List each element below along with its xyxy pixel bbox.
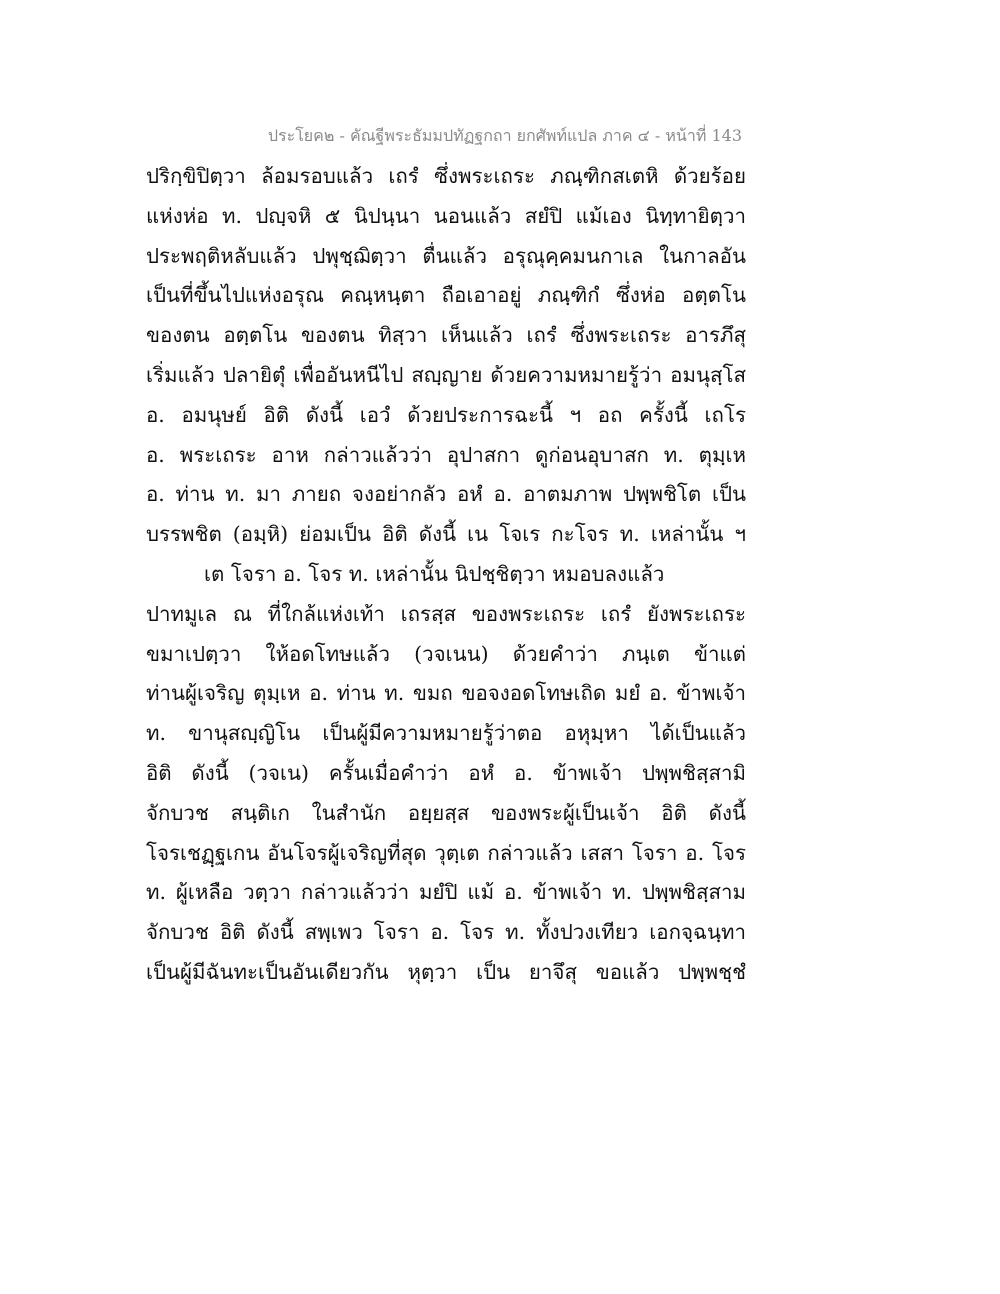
text-line: เป็นผู้มีฉันทะเป็นอันเดียวกัน หุตฺวา เป็น ยาจึสุ ขอแล้ว ปพฺพชฺชํ — [146, 959, 746, 984]
text-line: เป็นที่ขึ้นไปแห่งอรุณ คณฺหนฺตา ถือเอาอยู่ ภณฺฑิกํ ซึ่งห่อ อตฺตโน — [146, 283, 746, 308]
text-line: อิติ ดังนี้ (วจเน) ครั้นเมื่อคำว่า อหํ อ. ข้าพเจ้า ปพฺพชิสฺสามิ — [146, 760, 746, 785]
text-line: แห่งห่อ ท. ปญฺจหิ ๕ นิปนฺนา นอนแล้ว สยํปิ แม้เอง นิทฺทายิตฺวา — [146, 203, 746, 228]
text-line: อ. อมนุษย์ อิติ ดังนี้ เอวํ ด้วยประการฉะนี้ ฯ อถ ครั้งนี้ เถโร — [146, 402, 746, 427]
text-line: บรรพชิต (อมฺหิ) ย่อมเป็น อิติ ดังนี้ เน โจเร กะโจร ท. เหล่านั้น ฯ — [146, 522, 746, 547]
text-line: ท. ขานุสญฺญิโน เป็นผู้มีความหมายรู้ว่าตอ อหุมฺหา ได้เป็นแล้ว — [146, 721, 746, 746]
text-line: จักบวช สนฺติเก ในสำนัก อยฺยสฺส ของพระผู้เป็นเจ้า อิติ ดังนี้ — [146, 800, 746, 825]
text-line: ปาทมูเล ณ ที่ใกล้แห่งเท้า เถรสฺส ของพระเถระ เถรํ ยังพระเถระ — [146, 601, 746, 626]
text-line: ปริกฺขิปิตฺวา ล้อมรอบแล้ว เถรํ ซึ่งพระเถระ ภณฺฑิกสเตหิ ด้วยร้อย — [146, 164, 746, 188]
text-line: ขมาเปตฺวา ให้อดโทษแล้ว (วจเนน) ด้วยคำว่า ภนฺเต ข้าแต่ — [146, 641, 746, 666]
text-line: อ. ท่าน ท. มา ภายถ จงอย่ากลัว อหํ อ. อาตมภาพ ปพฺพชิโต เป็น — [146, 482, 746, 507]
text-line: ท่านผู้เจริญ ตุมฺเห อ. ท่าน ท. ขมถ ขอจงอดโทษเถิด มยํ อ. ข้าพเจ้า — [146, 681, 746, 706]
running-header: ประโยค๒ - คัณฐีพระธัมมปทัฏฐกถา ยกศัพท์แปล ภาค ๔ - หน้าที่ 143 — [267, 126, 742, 145]
text-line: จักบวช อิติ ดังนี้ สพฺเพว โจรา อ. โจร ท. ทั้งปวงเทียว เอกจฺฉนฺทา — [146, 920, 746, 945]
text-line: ท. ผู้เหลือ วตฺวา กล่าวแล้วว่า มยํปิ แม้ อ. ข้าพเจ้า ท. ปพฺพชิสฺสาม — [146, 880, 746, 905]
text-line: โจรเชฏฺฐเกน อันโจรผู้เจริญที่สุด วุตฺเต กล่าวแล้ว เสสา โจรา อ. โจร — [146, 840, 746, 865]
text-line: เริ่มแล้ว ปลายิตุํ เพื่ออันหนีไป สญฺญาย ด้วยความหมายรู้ว่า อมนุสฺโส — [146, 362, 746, 387]
text-line: ของตน อตฺตโน ของตน ทิสฺวา เห็นแล้ว เถรํ ซึ่งพระเถระ อารภึสุ — [146, 323, 746, 348]
text-line: อ. พระเถระ อาห กล่าวแล้วว่า อุปาสกา ดูก่อนอุบาสก ท. ตุมฺเห — [146, 442, 746, 467]
paragraph-start-line: เต โจรา อ. โจร ท. เหล่านั้น นิปชฺชิตฺวา หมอบลงแล้ว — [204, 561, 665, 586]
body-text — [146, 157, 746, 993]
text-line: ประพฤติหลับแล้ว ปพุชฺฌิตฺวา ตื่นแล้ว อรุณุคฺคมนกาเล ในกาลอัน — [146, 243, 746, 268]
